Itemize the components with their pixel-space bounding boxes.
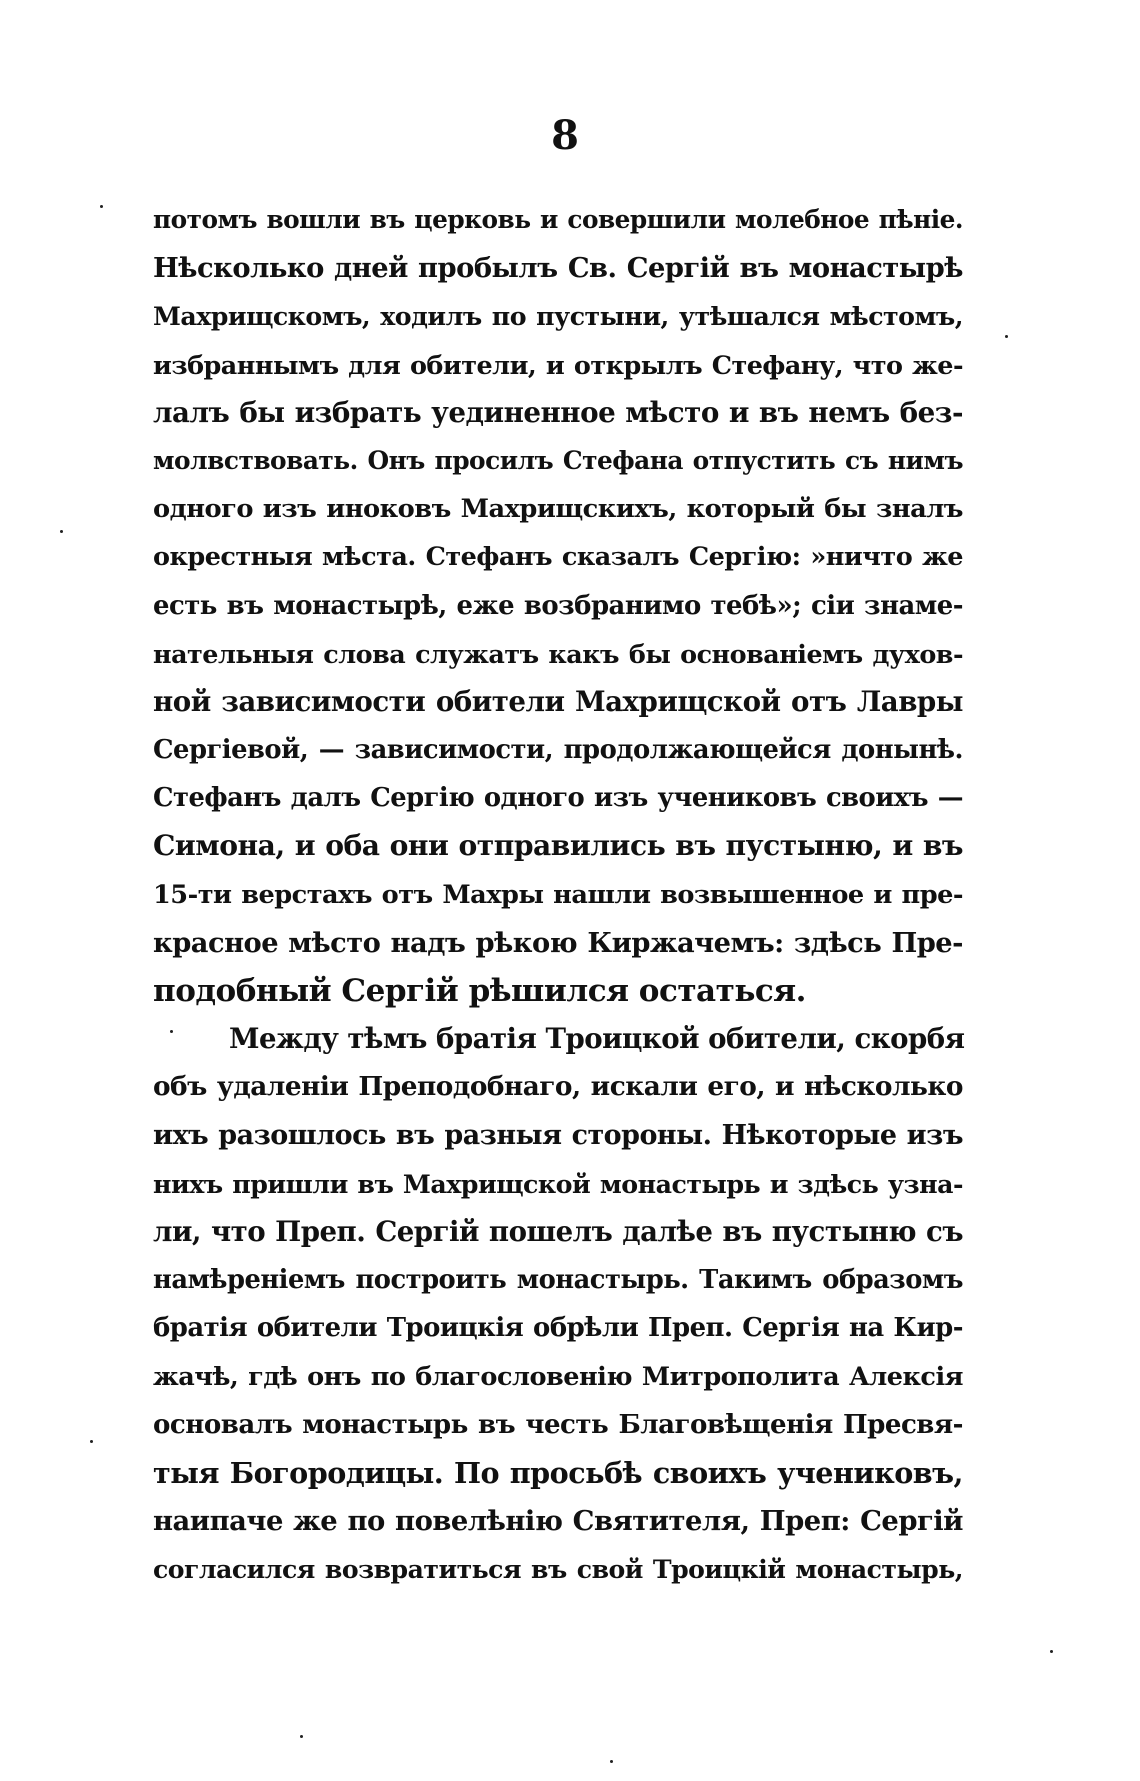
text-line: ной зависимости обители Махрищской отъ Лавры [153, 684, 963, 718]
scan-speck [610, 1760, 613, 1763]
scan-speck [60, 530, 63, 533]
text-line: одного изъ иноковъ Махрищскихъ, который бы зналъ [153, 494, 963, 525]
scan-speck [170, 1030, 173, 1033]
text-line: потомъ вошли въ церковь и совершили молебное пѣніе. [153, 205, 963, 234]
text-line: Симона, и оба они отправились въ пустыню, и въ [153, 829, 963, 863]
scan-speck [1005, 335, 1008, 338]
text-line: жачѣ, гдѣ онъ по благословенію Митрополита Алексія [153, 1361, 963, 1392]
text-line: лалъ бы избрать уединенное мѣсто и въ немъ без- [153, 395, 963, 429]
text-line: избраннымъ для обители, и открылъ Стефану, что же- [153, 349, 963, 380]
text-line: Стефанъ далъ Сергію одного изъ учениковъ своихъ — [153, 783, 963, 814]
body-text [153, 196, 963, 1593]
text-line: нихъ пришли въ Махрищской монастырь и здѣсь узна- [153, 1168, 963, 1199]
text-line: есть въ монастырѣ, еже возбранимо тебѣ»; сіи знаме- [153, 590, 963, 621]
text-line: окрестныя мѣста. Стефанъ сказалъ Сергію: »ничто же [153, 542, 963, 573]
text-line: нательныя слова служатъ какъ бы основаніемъ духов- [153, 638, 963, 669]
text-line: объ удаленіи Преподобнаго, искали его, и нѣсколько [153, 1071, 963, 1103]
scan-speck [100, 205, 103, 208]
scan-speck [300, 1735, 303, 1738]
text-line: наипаче же по повелѣнію Святителя, Преп: Сергій [153, 1505, 963, 1538]
text-line: ихъ разошлось въ разныя стороны. Нѣкоторые изъ [153, 1119, 963, 1151]
scan-speck [1050, 1650, 1053, 1653]
paragraph-start-line: Между тѣмъ братія Троицкой обители, скорбя [229, 1023, 965, 1056]
text-line: Сергіевой, — зависимости, продолжающейся донынѣ. [153, 735, 963, 766]
text-line: Махрищскомъ, ходилъ по пустыни, утѣшался мѣстомъ, [153, 301, 963, 332]
scan-speck [90, 1440, 93, 1443]
text-line: согласился возвратиться въ свой Троицкій монастырь, [153, 1554, 963, 1585]
paragraph-end-line: подобный Сергій рѣшился остаться. [153, 973, 806, 1009]
text-line: основалъ монастырь въ честь Благовѣщенія Пресвя- [153, 1409, 963, 1440]
text-line: тыя Богородицы. По просьбѣ своихъ учениковъ, [153, 1455, 963, 1490]
page-number: 8 [551, 112, 579, 159]
text-line: Нѣсколько дней пробылъ Св. Сергій въ монастырѣ [153, 252, 963, 285]
text-line: молвствовать. Онъ просилъ Стефана отпустить съ нимъ [153, 445, 963, 475]
text-line: красное мѣсто надъ рѣкою Киржачемъ: здѣсь Пре- [153, 926, 963, 959]
text-line: братія обители Троицкія обрѣли Преп. Сергія на Кир- [153, 1313, 963, 1344]
text-line: ли, что Преп. Сергій пошелъ далѣе въ пустыню съ [153, 1214, 963, 1248]
text-line: 15-ти верстахъ отъ Махры нашли возвышенное и пре- [153, 879, 963, 910]
text-line: намѣреніемъ построить монастырь. Такимъ образомъ [153, 1265, 963, 1296]
